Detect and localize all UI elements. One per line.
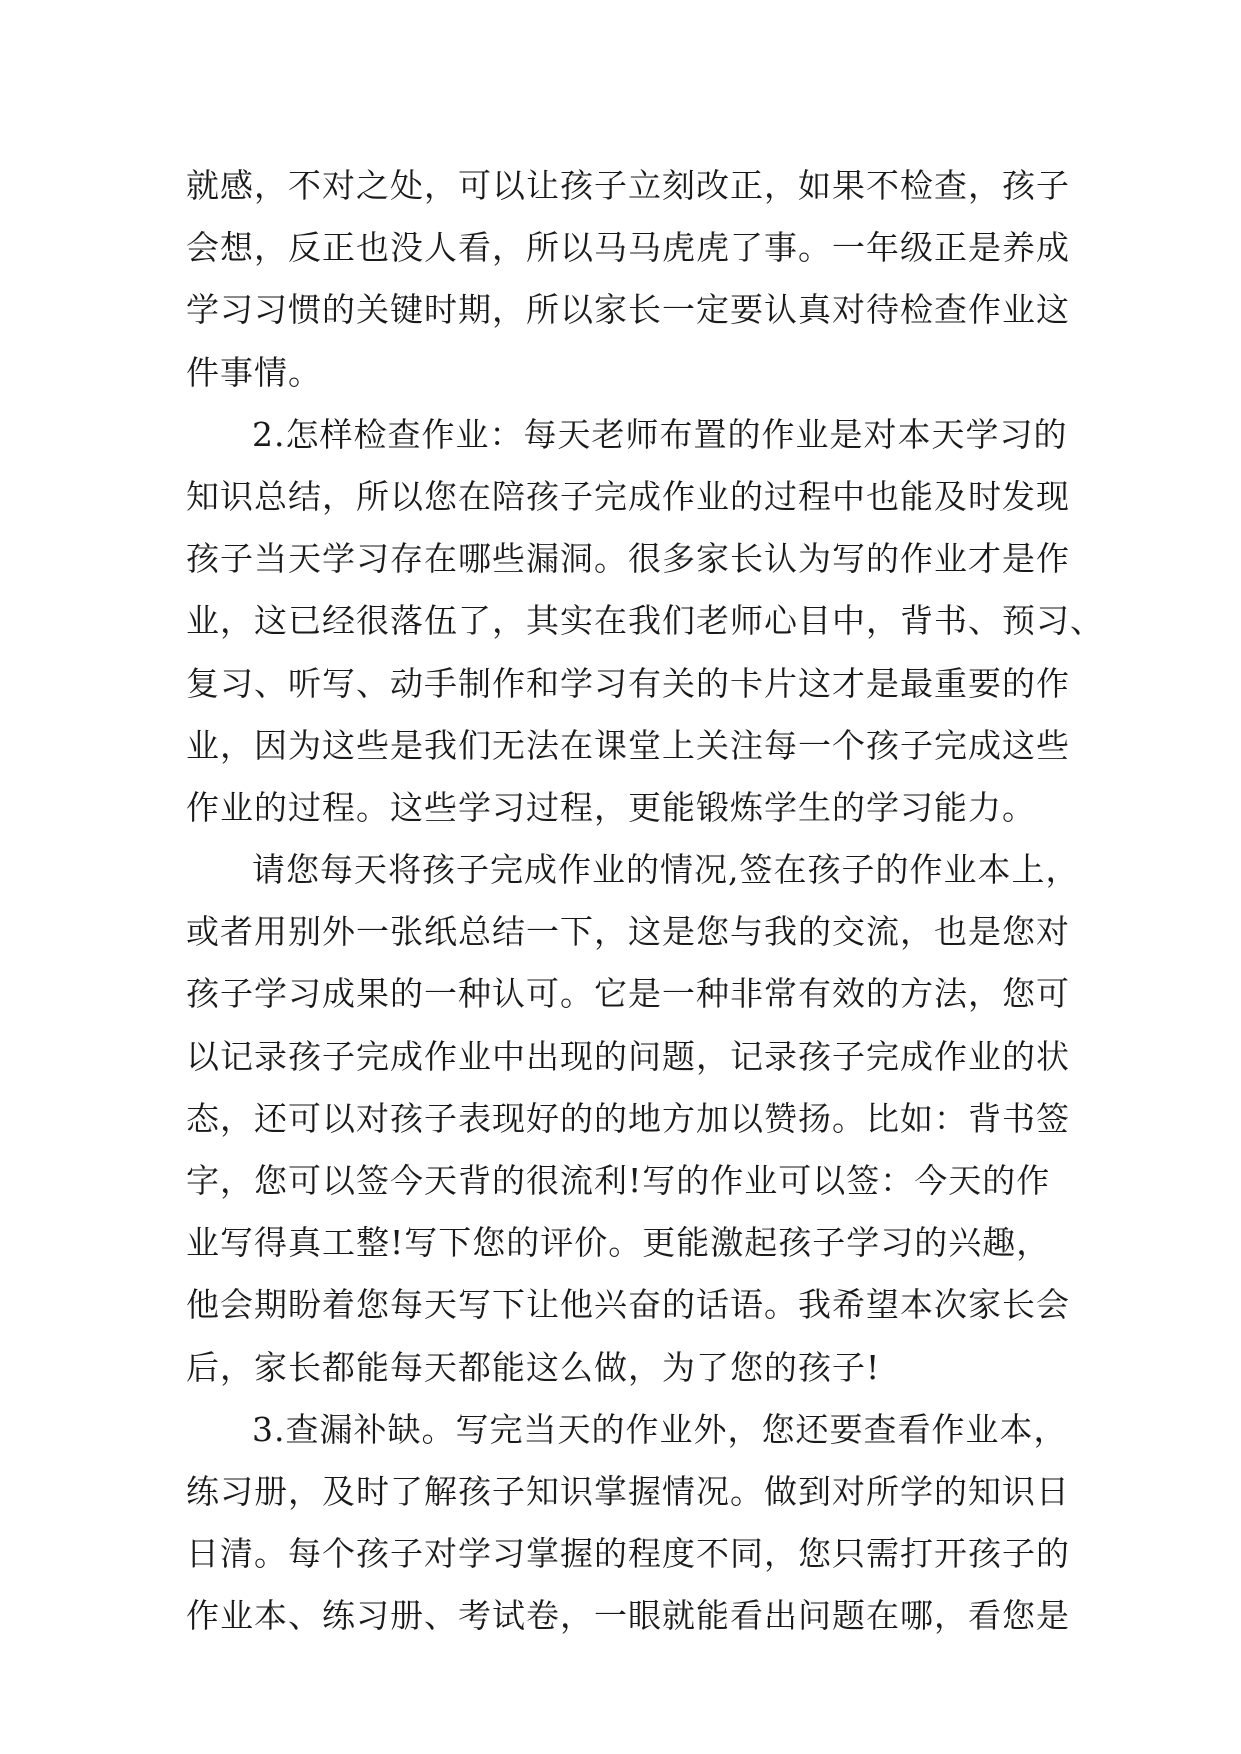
text-line: 业，因为这些是我们无法在课堂上关注每一个孩子完成这些 <box>186 725 1070 765</box>
text-line: 练习册，及时了解孩子知识掌握情况。做到对所学的知识日 <box>186 1471 1070 1511</box>
text-line: 他会期盼着您每天写下让他兴奋的话语。我希望本次家长会 <box>186 1285 1070 1325</box>
paragraph-3 <box>186 839 1080 1399</box>
document-body <box>186 155 1104 1648</box>
text-line: 态，还可以对孩子表现好的的地方加以赞扬。比如：背书签 <box>186 1098 1070 1138</box>
text-line: 业写得真工整!写下您的评价。更能激起孩子学习的兴趣， <box>186 1223 1051 1263</box>
text-line: 业，这已经很落伍了，其实在我们老师心目中，背书、预习、 <box>186 601 1104 641</box>
text-line: 作业本、练习册、考试卷，一眼就能看出问题在哪，看您是 <box>186 1596 1070 1636</box>
text-line: 孩子当天学习存在哪些漏洞。很多家长认为写的作业才是作 <box>186 539 1070 579</box>
text-line: 或者用别外一张纸总结一下，这是您与我的交流，也是您对 <box>186 912 1070 952</box>
text-line: 学习习惯的关键时期，所以家长一定要认真对待检查作业这 <box>186 290 1070 330</box>
text-line: 请您每天将孩子完成作业的情况,签在孩子的作业本上， <box>252 850 1080 890</box>
text-line: 会想，反正也没人看，所以马马虎虎了事。一年级正是养成 <box>186 228 1070 268</box>
paragraph-4 <box>186 1399 1070 1648</box>
text-line: 后，家长都能每天都能这么做，为了您的孩子! <box>186 1347 881 1387</box>
paragraph-2 <box>186 404 1104 839</box>
text-line: 就感，不对之处，可以让孩子立刻改正，如果不检查，孩子 <box>186 166 1070 205</box>
text-line: 日清。每个孩子对学习掌握的程度不同，您只需打开孩子的 <box>186 1534 1070 1574</box>
text-line: 2.怎样检查作业：每天老师布置的作业是对本天学习的 <box>252 414 1068 454</box>
text-line: 3.查漏补缺。写完当天的作业外，您还要查看作业本， <box>252 1409 1068 1449</box>
text-line: 知识总结，所以您在陪孩子完成作业的过程中也能及时发现 <box>186 476 1070 516</box>
text-line: 孩子学习成果的一种认可。它是一种非常有效的方法，您可 <box>186 974 1070 1014</box>
text-line: 以记录孩子完成作业中出现的问题，记录孩子完成作业的状 <box>186 1036 1070 1076</box>
text-line: 作业的过程。这些学习过程，更能锻炼学生的学习能力。 <box>186 787 1036 827</box>
text-line: 件事情。 <box>186 352 322 392</box>
text-line: 字，您可以签今天背的很流利!写的作业可以签：今天的作 <box>186 1161 1051 1200</box>
text-line: 复习、听写、动手制作和学习有关的卡片这才是最重要的作 <box>186 663 1070 703</box>
paragraph-1 <box>186 155 1070 404</box>
